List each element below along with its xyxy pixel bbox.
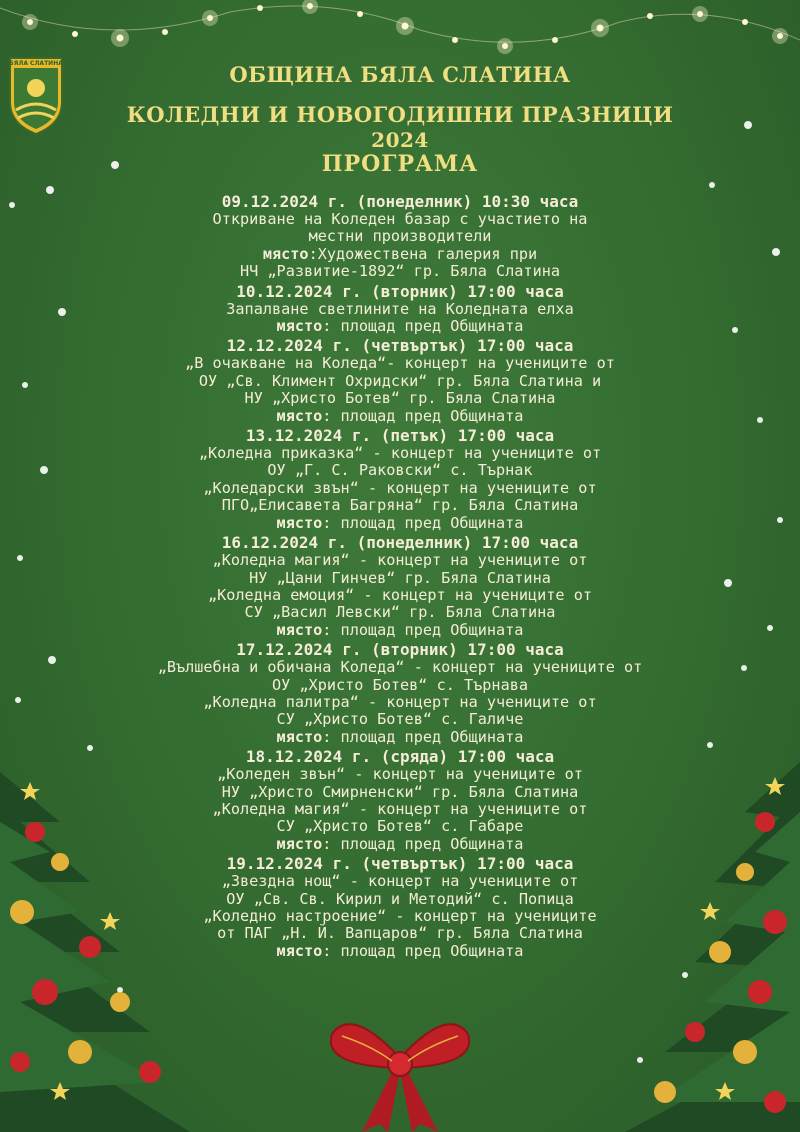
event-place [60, 408, 740, 425]
event-description-line: СУ „Христо Ботев“ с. Габаре [276, 817, 524, 836]
event-description-line: НУ „Цани Гинчев“ гр. Бяла Слатина [249, 568, 551, 587]
event-description-line: „Звездна нощ“ - концерт на учениците от [221, 872, 579, 891]
event-description-line: „Вълшебна и обичана Коледа“ - концерт на учениците от [157, 658, 643, 677]
christmas-tree-left [0, 762, 190, 1132]
christmas-tree-right [625, 762, 800, 1132]
event-date: 13.12.2024 г. (петък) 17:00 часа [245, 426, 555, 446]
place-value: : площад пред Общината [322, 406, 524, 425]
event-description-line: ОУ „Г. С. Раковски“ с. Търнак [267, 461, 533, 480]
place-label: място [276, 620, 323, 639]
place-value: : площад пред Общината [322, 620, 524, 639]
event-date: 09.12.2024 г. (понеделник) 10:30 часа [221, 192, 579, 211]
event-description-line: „Коледна палитра“ - концерт на учениците от [203, 692, 597, 711]
event-date: 18.12.2024 г. (сряда) 17:00 часа [245, 747, 555, 767]
string-lights [0, 0, 800, 70]
event-description-line: СУ „Христо Ботев“ с. Галиче [276, 710, 524, 729]
event-item [60, 283, 740, 336]
event-description-line: ОУ „Св. Св. Кирил и Методий“ с. Попица [226, 889, 574, 908]
event-item [60, 427, 740, 532]
place-value: : площад пред Общината [322, 513, 524, 532]
event-item [60, 641, 740, 746]
year-title: 2024 [371, 128, 429, 152]
event-item [60, 337, 740, 425]
event-place [60, 515, 740, 532]
place-label: място [276, 834, 323, 853]
event-description-line: „Коледна емоция“ - концерт на учениците от [207, 585, 593, 604]
event-place [60, 622, 740, 639]
event-date: 12.12.2024 г. (четвъртък) 17:00 часа [226, 336, 574, 356]
place-label: място [262, 244, 309, 263]
place-label: място [276, 941, 323, 960]
place-value: : площад пред Общината [322, 317, 524, 336]
place-value: :Художествена галерия при [308, 244, 538, 263]
event-description-line: местни производители [308, 227, 492, 246]
place-value: : площад пред Общината [322, 727, 524, 746]
event-description-line: „Коледно настроение“ - концерт на учениците [203, 907, 597, 925]
event-place-extra: НЧ „Развитие-1892“ гр. Бяла Слатина [239, 262, 561, 281]
event-description-line: „Коледна магия“ - концерт на учениците от [212, 551, 588, 570]
holidays-title: КОЛЕДНИ И НОВОГОДИШНИ ПРАЗНИЦИ [126, 102, 674, 127]
event-place [60, 246, 740, 263]
event-description-line: Запалване светлините на Коледната елха [226, 299, 574, 318]
place-label: място [276, 406, 323, 425]
event-date: 17.12.2024 г. (вторник) 17:00 часа [236, 640, 564, 660]
event-description-line: „В очакване на Коледа“- концерт на учениците от [185, 354, 615, 373]
event-date: 10.12.2024 г. (вторник) 17:00 часа [236, 281, 564, 301]
svg-text:БЯЛА СЛАТИНА: БЯЛА СЛАТИНА [9, 60, 63, 67]
place-value: : площад пред Общината [322, 834, 524, 853]
event-date: 19.12.2024 г. (четвъртък) 17:00 часа [226, 854, 574, 874]
event-description-line: НУ „Христо Ботев“ гр. Бяла Слатина [244, 389, 556, 408]
place-label: място [276, 317, 323, 336]
event-description-line: от ПАГ „Н. Й. Вапцаров“ гр. Бяла Слатина [217, 924, 583, 943]
header [0, 62, 800, 176]
event-description-line: СУ „Васил Левски“ гр. Бяла Слатина [244, 603, 556, 622]
event-description-line: ОУ „Св. Климент Охридски“ гр. Бяла Слатина и [198, 371, 602, 390]
event-description-line: „Коледна приказка“ - концерт на учениците от [198, 444, 602, 463]
event-description-line: НУ „Христо Смирненски“ гр. Бяла Слатина [221, 782, 579, 801]
event-description-line: Откриване на Коледен базар с участието на [212, 210, 588, 228]
event-description-line: ПГО„Елисавета Багряна“ гр. Бяла Слатина [221, 496, 579, 515]
program-title: ПРОГРАМА [321, 151, 479, 177]
place-value: : площад пред Общината [322, 941, 524, 960]
event-item [60, 193, 740, 281]
event-description-line: ОУ „Христо Ботев“ с. Търнава [271, 675, 529, 694]
event-description-line: „Коледна магия“ - концерт на учениците от [212, 799, 588, 818]
event-date: 16.12.2024 г. (понеделник) 17:00 часа [221, 533, 579, 553]
event-description-line: „Коледарски звън“ - концерт на учениците от [203, 478, 597, 497]
event-description-line: „Коледен звън“ - концерт на учениците от [217, 765, 583, 784]
municipality-title: ОБЩИНА БЯЛА СЛАТИНА [229, 62, 571, 87]
event-place [60, 729, 740, 746]
event-item [60, 534, 740, 639]
place-label: място [276, 727, 323, 746]
red-bow-icon [322, 1006, 478, 1132]
place-label: място [276, 513, 323, 532]
event-place [60, 318, 740, 335]
